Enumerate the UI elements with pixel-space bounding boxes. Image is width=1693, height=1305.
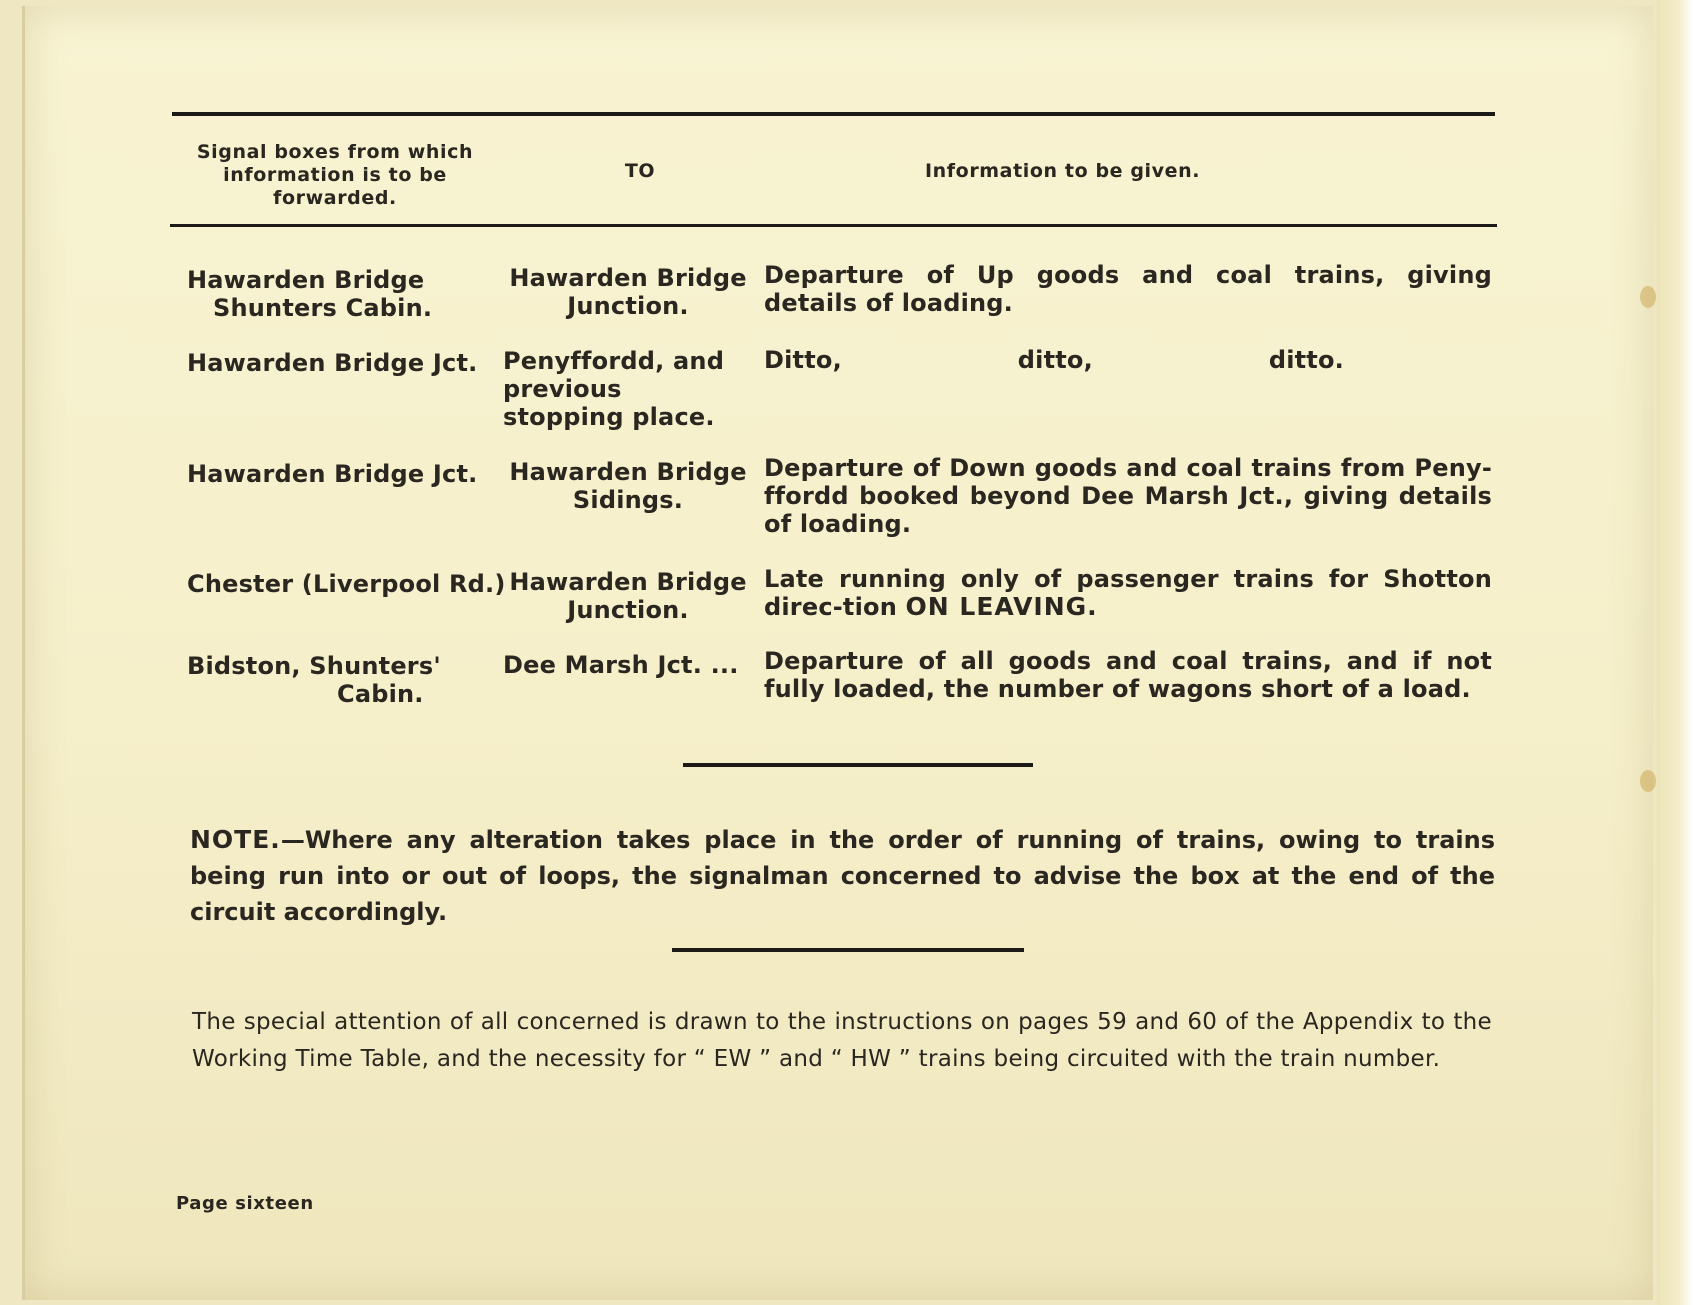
table-row-5-to: Dee Marsh Jct. ... xyxy=(503,651,739,679)
table-row-4-info xyxy=(764,565,1492,621)
separator-rule-2 xyxy=(672,948,1024,952)
to-line: Hawarden Bridge xyxy=(509,264,747,292)
header-signal-boxes: Signal boxes from which information is to be forwarded. xyxy=(196,141,474,209)
ditto-1: Ditto, xyxy=(764,346,842,374)
header-information: Information to be given. xyxy=(925,160,1201,182)
note-label: NOTE. xyxy=(190,825,281,854)
to-line: Junction. xyxy=(567,292,689,320)
instructions-paragraph: The special attention of all concerned is drawn to the instructions on pages 59 and 60 of the Appendix to the Working Time Table, and the necessity for “ EW ” and “ HW ” trains being circuited with the train number. xyxy=(192,1009,1492,1072)
from-line: Cabin. xyxy=(337,680,424,708)
table-row-1-info: Departure of Up goods and coal trains, giving details of loading. xyxy=(764,261,1492,317)
note-text: —Where any alteration takes place in the order of running of trains, owing to trains being run into or out of loops, the signalman concerned to advise the box at the end of the circuit accordingly. xyxy=(190,826,1495,926)
header-bottom-rule xyxy=(170,224,1497,227)
separator-rule-1 xyxy=(683,763,1033,767)
header-to: TO xyxy=(624,160,656,182)
info-text: Late running only of passenger trains for Shotton direc-tion xyxy=(764,565,1492,621)
table-row-3-to xyxy=(503,458,753,514)
to-line: Hawarden Bridge xyxy=(509,568,747,596)
ditto-2: ditto, xyxy=(1017,346,1093,374)
from-line: Hawarden Bridge xyxy=(187,266,425,294)
to-line: Hawarden Bridge xyxy=(509,458,747,486)
note-paragraph xyxy=(190,822,1495,930)
table-row-3-from: Hawarden Bridge Jct. xyxy=(187,460,478,488)
to-line: Sidings. xyxy=(572,486,684,514)
table-row-4-to xyxy=(503,568,753,624)
staple-stain xyxy=(1640,286,1656,308)
table-row-2-to: Penyffordd, and previous stopping place. xyxy=(503,347,725,431)
from-line: Bidston, Shunters' xyxy=(187,652,441,680)
table-row-5-info: Departure of all goods and coal trains, and if not fully loaded, the number of wagons short of a load. xyxy=(764,647,1492,703)
staple-stain xyxy=(1640,770,1656,792)
table-row-1-from xyxy=(187,266,507,322)
page-number: Page sixteen xyxy=(176,1193,314,1214)
table-row-1-to xyxy=(503,264,753,320)
to-line: Junction. xyxy=(567,596,689,624)
table-top-rule xyxy=(172,112,1495,116)
table-row-5-from xyxy=(187,652,507,708)
ditto-3: ditto. xyxy=(1268,346,1344,374)
info-emphasis: ON LEAVING. xyxy=(905,592,1098,621)
table-row-2-from: Hawarden Bridge Jct. xyxy=(187,349,478,377)
table-row-4-from: Chester (Liverpool Rd.) xyxy=(187,570,506,598)
table-row-3-info: Departure of Down goods and coal trains from Peny-ffordd booked beyond Dee Marsh Jct., giving details of loading. xyxy=(764,454,1492,538)
page-edge xyxy=(1657,0,1693,1305)
table-row-2-info xyxy=(764,346,1492,374)
from-line: Shunters Cabin. xyxy=(213,294,433,322)
